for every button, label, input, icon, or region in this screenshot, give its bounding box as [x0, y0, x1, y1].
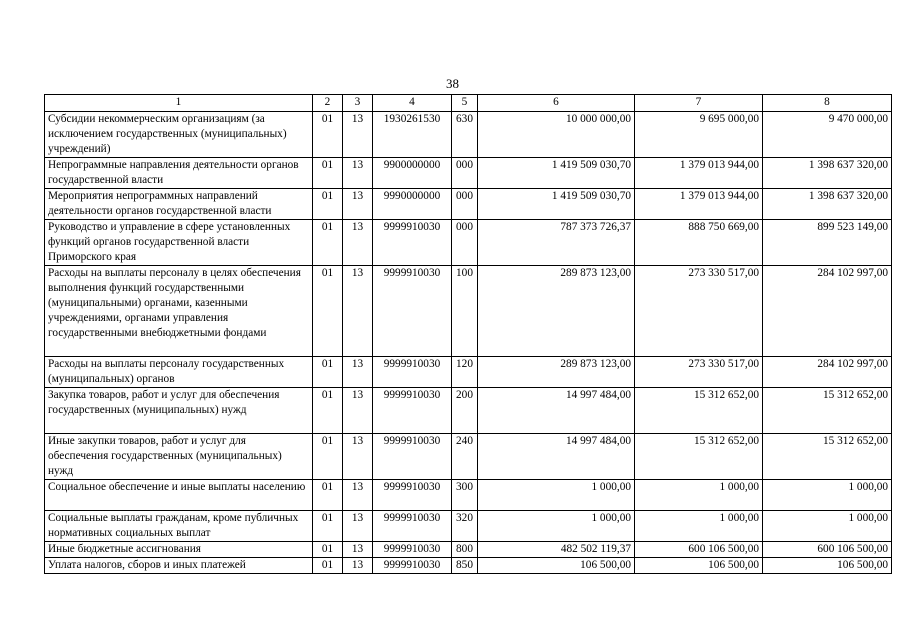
- row-name: Иные бюджетные ассигнования: [45, 542, 313, 558]
- table-row: [45, 434, 892, 480]
- column-header-4: 4: [373, 95, 452, 112]
- row-amount-8: 1 000,00: [763, 511, 892, 542]
- column-header-2: 2: [313, 95, 343, 112]
- row-expense-type: 240: [452, 434, 478, 480]
- row-amount-8: 9 470 000,00: [763, 112, 892, 158]
- table-row: [45, 266, 892, 357]
- row-amount-8: 284 102 997,00: [763, 357, 892, 388]
- row-amount-8: 1 398 637 320,00: [763, 189, 892, 220]
- row-section: 01: [313, 158, 343, 189]
- row-target-article: 9999910030: [373, 558, 452, 574]
- row-amount-8: 284 102 997,00: [763, 266, 892, 357]
- row-subsection: 13: [343, 189, 373, 220]
- column-header-8: 8: [763, 95, 892, 112]
- row-amount-6: 14 997 484,00: [478, 388, 635, 434]
- row-amount-6: 1 000,00: [478, 511, 635, 542]
- row-name: Субсидии некоммерческим организациям (за исключением государственных (муниципальных) учреждений): [45, 112, 313, 158]
- page-number: 38: [446, 76, 459, 91]
- row-expense-type: 000: [452, 158, 478, 189]
- row-name: Закупка товаров, работ и услуг для обеспечения государственных (муниципальных) нужд: [45, 388, 313, 434]
- table-row: [45, 511, 892, 542]
- row-subsection: 13: [343, 158, 373, 189]
- row-name: Социальное обеспечение и иные выплаты населению: [45, 480, 313, 511]
- row-name: Социальные выплаты гражданам, кроме публичных нормативных социальных выплат: [45, 511, 313, 542]
- row-amount-7: 1 379 013 944,00: [635, 158, 763, 189]
- row-target-article: 1930261530: [373, 112, 452, 158]
- row-name: Иные закупки товаров, работ и услуг для обеспечения государственных (муниципальных) нужд: [45, 434, 313, 480]
- row-section: 01: [313, 266, 343, 357]
- table-row: [45, 189, 892, 220]
- row-amount-6: 289 873 123,00: [478, 357, 635, 388]
- row-target-article: 9900000000: [373, 158, 452, 189]
- row-amount-7: 9 695 000,00: [635, 112, 763, 158]
- column-header-7: 7: [635, 95, 763, 112]
- row-amount-6: 289 873 123,00: [478, 266, 635, 357]
- row-name: Расходы на выплаты персоналу в целях обеспечения выполнения функций государственными (муниципальными) органами, казенными учреждениями, органами управления государственными внебюджетными фондами: [45, 266, 313, 357]
- row-amount-6: 482 502 119,37: [478, 542, 635, 558]
- row-target-article: 9999910030: [373, 357, 452, 388]
- row-amount-6: 1 000,00: [478, 480, 635, 511]
- row-subsection: 13: [343, 511, 373, 542]
- column-header-5: 5: [452, 95, 478, 112]
- row-section: 01: [313, 480, 343, 511]
- row-amount-6: 14 997 484,00: [478, 434, 635, 480]
- row-section: 01: [313, 542, 343, 558]
- table-row: [45, 357, 892, 388]
- row-section: 01: [313, 558, 343, 574]
- row-section: 01: [313, 220, 343, 266]
- row-target-article: 9990000000: [373, 189, 452, 220]
- row-amount-6: 787 373 726,37: [478, 220, 635, 266]
- row-expense-type: 100: [452, 266, 478, 357]
- column-header-3: 3: [343, 95, 373, 112]
- row-amount-8: 1 000,00: [763, 480, 892, 511]
- row-amount-7: 1 379 013 944,00: [635, 189, 763, 220]
- table-row: [45, 158, 892, 189]
- budget-table: [44, 94, 892, 574]
- row-amount-7: 888 750 669,00: [635, 220, 763, 266]
- row-amount-6: 10 000 000,00: [478, 112, 635, 158]
- row-amount-6: 1 419 509 030,70: [478, 158, 635, 189]
- row-expense-type: 000: [452, 220, 478, 266]
- row-amount-7: 15 312 652,00: [635, 434, 763, 480]
- row-target-article: 9999910030: [373, 434, 452, 480]
- row-target-article: 9999910030: [373, 388, 452, 434]
- row-target-article: 9999910030: [373, 266, 452, 357]
- row-amount-7: 1 000,00: [635, 511, 763, 542]
- row-subsection: 13: [343, 558, 373, 574]
- column-header-1: 1: [45, 95, 313, 112]
- row-amount-8: 1 398 637 320,00: [763, 158, 892, 189]
- row-expense-type: 800: [452, 542, 478, 558]
- table-row: [45, 220, 892, 266]
- row-subsection: 13: [343, 220, 373, 266]
- row-section: 01: [313, 189, 343, 220]
- row-target-article: 9999910030: [373, 542, 452, 558]
- row-amount-7: 15 312 652,00: [635, 388, 763, 434]
- row-name: Расходы на выплаты персоналу государственных (муниципальных) органов: [45, 357, 313, 388]
- row-name: Непрограммные направления деятельности органов государственной власти: [45, 158, 313, 189]
- row-expense-type: 120: [452, 357, 478, 388]
- row-subsection: 13: [343, 266, 373, 357]
- row-expense-type: 320: [452, 511, 478, 542]
- row-amount-7: 273 330 517,00: [635, 266, 763, 357]
- row-target-article: 9999910030: [373, 480, 452, 511]
- row-subsection: 13: [343, 480, 373, 511]
- table-row: [45, 112, 892, 158]
- row-expense-type: 000: [452, 189, 478, 220]
- row-amount-6: 106 500,00: [478, 558, 635, 574]
- row-amount-6: 1 419 509 030,70: [478, 189, 635, 220]
- row-section: 01: [313, 434, 343, 480]
- row-amount-7: 1 000,00: [635, 480, 763, 511]
- row-amount-7: 600 106 500,00: [635, 542, 763, 558]
- row-subsection: 13: [343, 388, 373, 434]
- row-name: Уплата налогов, сборов и иных платежей: [45, 558, 313, 574]
- row-section: 01: [313, 388, 343, 434]
- table-row: [45, 558, 892, 574]
- row-amount-8: 600 106 500,00: [763, 542, 892, 558]
- table-row: [45, 542, 892, 558]
- table-header-row: [45, 95, 892, 112]
- row-expense-type: 200: [452, 388, 478, 434]
- table-row: [45, 388, 892, 434]
- row-name: Мероприятия непрограммных направлений деятельности органов государственной власти: [45, 189, 313, 220]
- table-row: [45, 480, 892, 511]
- row-amount-7: 106 500,00: [635, 558, 763, 574]
- row-amount-7: 273 330 517,00: [635, 357, 763, 388]
- row-subsection: 13: [343, 542, 373, 558]
- row-amount-8: 15 312 652,00: [763, 434, 892, 480]
- row-amount-8: 899 523 149,00: [763, 220, 892, 266]
- row-subsection: 13: [343, 434, 373, 480]
- row-expense-type: 300: [452, 480, 478, 511]
- row-section: 01: [313, 511, 343, 542]
- row-expense-type: 630: [452, 112, 478, 158]
- row-amount-8: 15 312 652,00: [763, 388, 892, 434]
- row-section: 01: [313, 112, 343, 158]
- row-subsection: 13: [343, 357, 373, 388]
- row-amount-8: 106 500,00: [763, 558, 892, 574]
- row-section: 01: [313, 357, 343, 388]
- column-header-6: 6: [478, 95, 635, 112]
- row-target-article: 9999910030: [373, 220, 452, 266]
- row-subsection: 13: [343, 112, 373, 158]
- row-name: Руководство и управление в сфере установленных функций органов государственной власти Приморского края: [45, 220, 313, 266]
- row-expense-type: 850: [452, 558, 478, 574]
- row-target-article: 9999910030: [373, 511, 452, 542]
